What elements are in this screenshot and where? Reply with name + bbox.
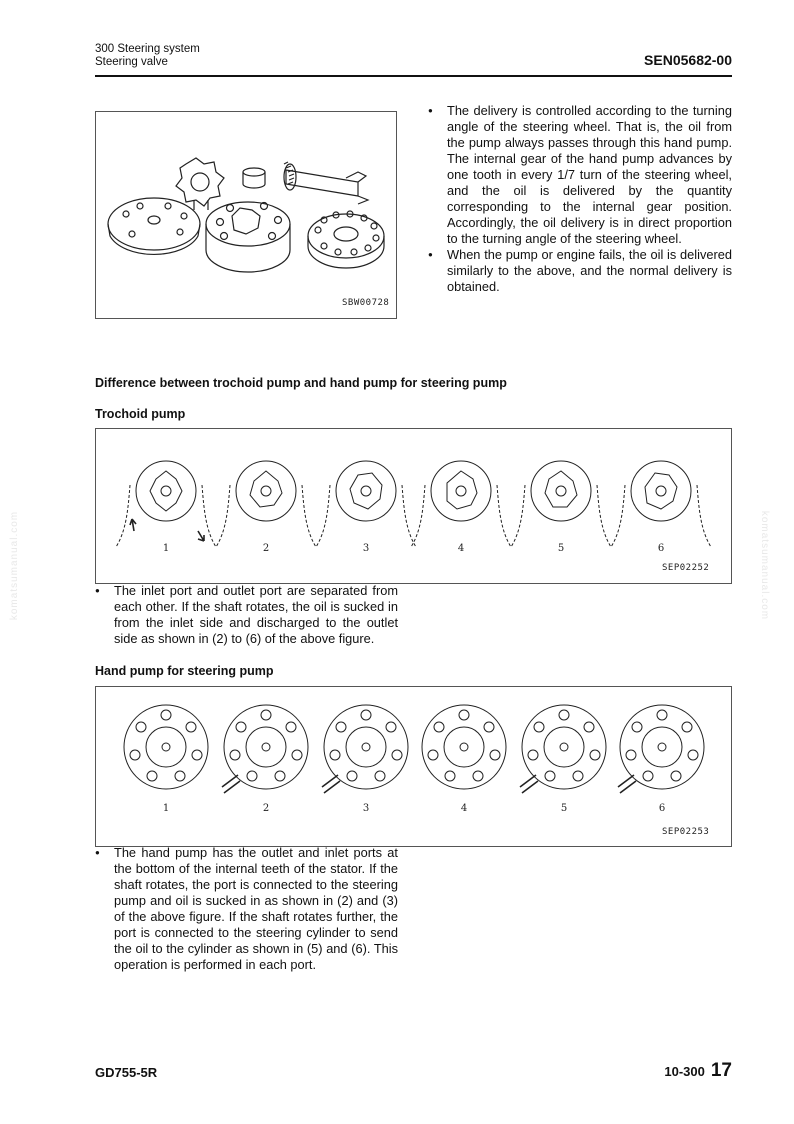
watermark-right: komatsumanual.com bbox=[759, 510, 771, 621]
trochoid-figure-code: SEP02252 bbox=[662, 563, 710, 573]
figure-code: SBW00728 bbox=[342, 298, 390, 308]
footer-model: GD755-5R bbox=[95, 1065, 158, 1080]
bullet-item: ● When the pump or engine fails, the oil is delivered similarly to the above, and the normal delivery is obtained. bbox=[428, 247, 732, 295]
bullet-item: ● The delivery is controlled according to the turning angle of the steering wheel. That is, the oil from the pump always passes through this hand pump. The internal gear of the hand pump advances by one tooth in every 1/7 turn of the steering wheel, and the oil is delivered by the quantity corresponding to the internal gear position. Accordingly, the oil delivery is in direct proportion to the turning angle of the steering wheel. bbox=[428, 103, 732, 247]
header-rule bbox=[95, 75, 732, 77]
footer-page-info bbox=[664, 1060, 732, 1082]
section-title: Difference between trochoid pump and hand pump for steering pump bbox=[95, 376, 507, 390]
hand-pump-label-6: 6 bbox=[658, 803, 666, 814]
header-subchapter: Steering valve bbox=[95, 56, 168, 68]
header-chapter: 300 Steering system bbox=[95, 43, 200, 55]
trochoid-label-2: 2 bbox=[262, 543, 270, 554]
trochoid-label-5: 5 bbox=[557, 543, 565, 554]
watermark-left: komatsumanual.com bbox=[9, 510, 21, 621]
footer-page-number: 17 bbox=[710, 1060, 732, 1081]
bullet-item: ● The hand pump has the outlet and inlet ports at the bottom of the internal teeth of the stator. If the shaft rotates, the port is connected to the steering pump and oil is sucked in as shown in (2) and (3) of the above figure. If the shaft rotates further, the port is connected to the steering cylinder to send the oil to the cylinder as shown in (5) and (6). This operation is performed in each port. bbox=[95, 845, 398, 973]
hand-pump-label-3: 3 bbox=[362, 803, 370, 814]
trochoid-label-6: 6 bbox=[657, 543, 665, 554]
trochoid-text bbox=[95, 583, 398, 647]
hand-pump-label-2: 2 bbox=[262, 803, 270, 814]
hand-pump-title: Hand pump for steering pump bbox=[95, 664, 274, 678]
trochoid-figure bbox=[95, 428, 732, 584]
top-bullets bbox=[428, 103, 732, 295]
header-left bbox=[95, 43, 200, 69]
header-doc-code: SEN05682-00 bbox=[644, 52, 732, 68]
hand-pump-label-1: 1 bbox=[162, 803, 170, 814]
hand-pump-label-5: 5 bbox=[560, 803, 568, 814]
hand-pump-figure-code: SEP02253 bbox=[662, 827, 710, 837]
exploded-parts-figure bbox=[95, 111, 397, 319]
trochoid-drawing bbox=[96, 429, 731, 583]
footer-section: 10-300 bbox=[664, 1064, 705, 1079]
trochoid-label-4: 4 bbox=[457, 543, 465, 554]
trochoid-title: Trochoid pump bbox=[95, 407, 186, 421]
exploded-parts-drawing bbox=[96, 112, 396, 318]
hand-pump-label-4: 4 bbox=[460, 803, 468, 814]
trochoid-label-3: 3 bbox=[362, 543, 370, 554]
bullet-item: ● The inlet port and outlet port are separated from each other. If the shaft rotates, the oil is sucked in from the inlet side and discharged to the outlet side as shown in (2) to (6) of the above figure. bbox=[95, 583, 398, 647]
hand-pump-figure bbox=[95, 686, 732, 847]
trochoid-label-1: 1 bbox=[162, 543, 170, 554]
hand-pump-text bbox=[95, 845, 398, 973]
hand-pump-drawing bbox=[96, 687, 731, 846]
